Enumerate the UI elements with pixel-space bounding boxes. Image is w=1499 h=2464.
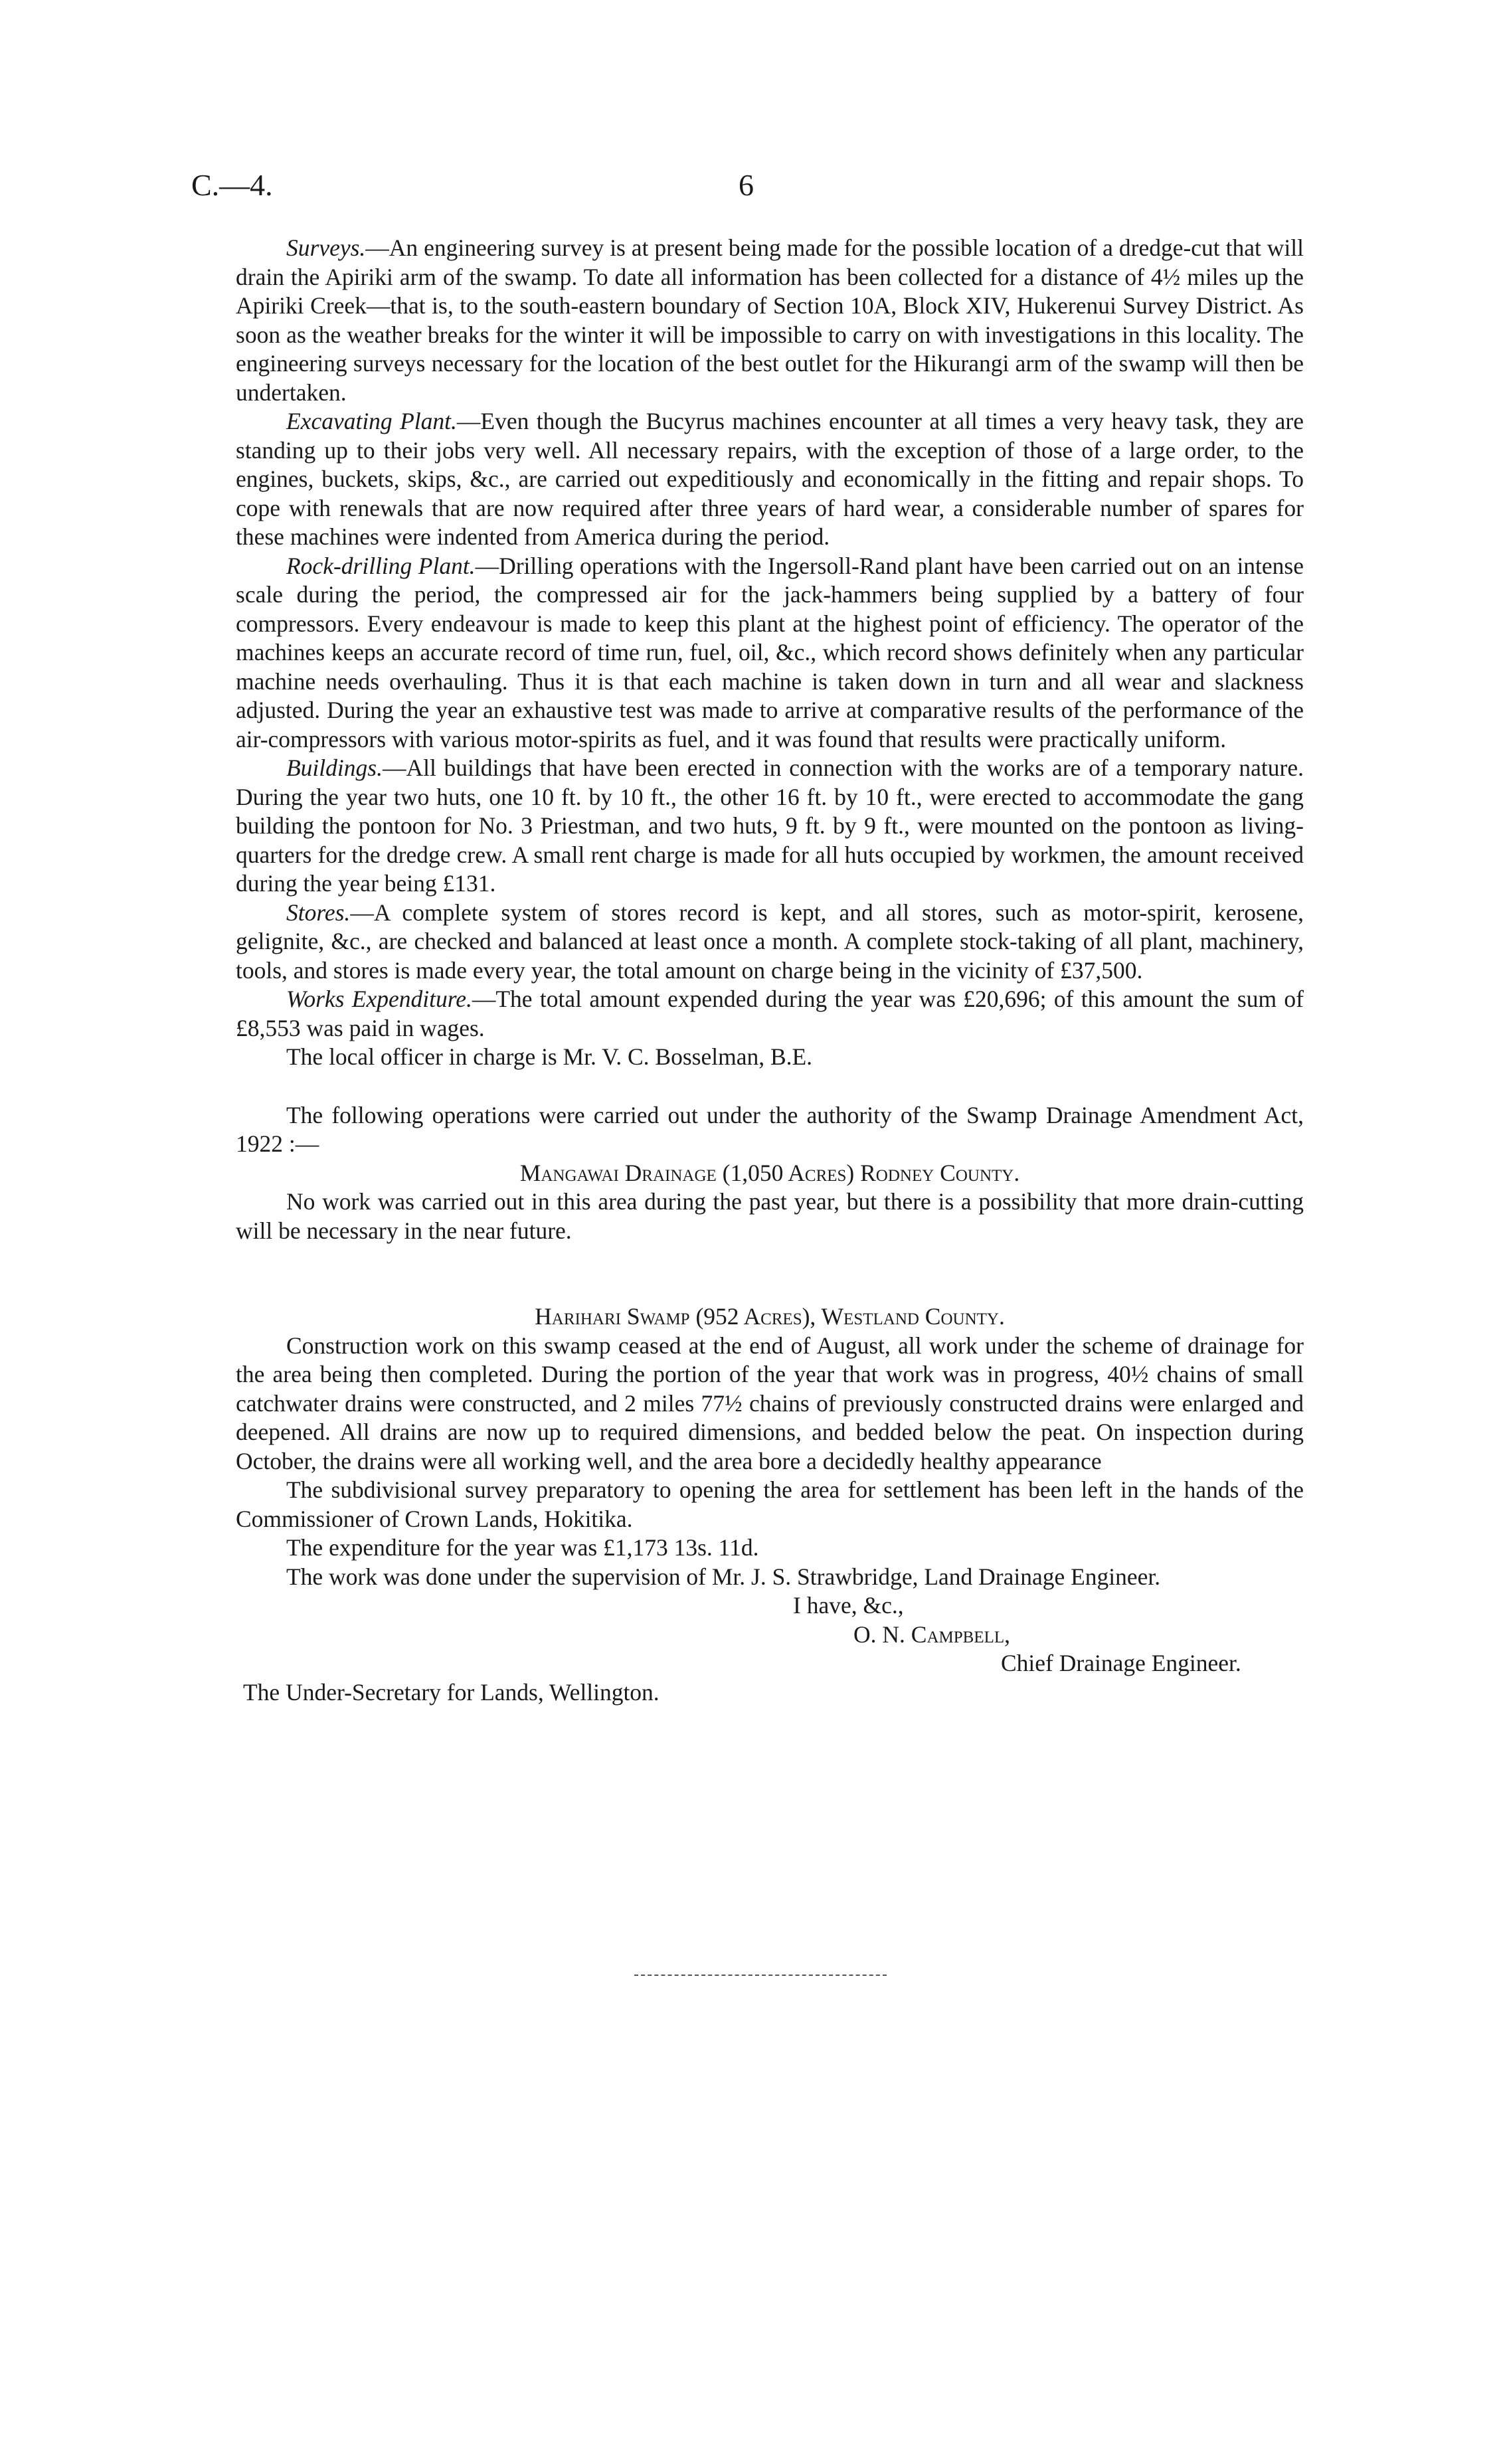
signature-title: Chief Drainage Engineer. bbox=[1001, 1650, 1241, 1676]
paragraph-text: —A complete system of stores record is kept, and all stores, such as motor-spirit, kerosene, gelignite, &c., are checked and balanced at least once a month. A complete stock-taking of all plant, machinery, tools, and stores is made every year, the total amount on charge being in the vicinity of £37,500. bbox=[236, 899, 1304, 984]
section-text-harihari: The subdivisional survey preparatory to opening the area for settlement has been left in the hands of the Commissioner of Crown Lands, Hokitika. bbox=[236, 1476, 1304, 1532]
document-reference: C.—4. bbox=[191, 168, 273, 202]
paragraph-works-expenditure bbox=[236, 985, 1304, 1043]
signature-closing: I have, &c., bbox=[793, 1592, 904, 1619]
paragraph-text: —Drilling operations with the Ingersoll-Rand plant have been carried out on an intense scale during the period, the compressed air for the jack-hammers being supplied by a battery of four compressors. Every endeavour is made to keep this plant at the highest point of efficiency. The operator of the machines keeps an accurate record of time run, fuel, oil, &c., which record shows definitely when any particular machine needs overhauling. Thus it is that each machine is taken down in turn and all wear and slackness adjusted. During the year an exhaustive test was made to arrive at comparative results of the performance of the air-compressors with various motor-spirits as fuel, and it was found that results were practically uniform. bbox=[236, 552, 1304, 752]
paragraph-excavating-plant bbox=[236, 407, 1304, 552]
paragraph-lead: Stores. bbox=[286, 899, 351, 926]
section-text-harihari: The work was done under the supervision of Mr. J. S. Strawbridge, Land Drainage Engineer. bbox=[286, 1563, 1161, 1590]
section-text-mangawai: No work was carried out in this area during the past year, but there is a possibility that more drain-cutting will be necessary in the near future. bbox=[236, 1188, 1304, 1244]
paragraph-text: —All buildings that have been erected in connection with the works are of a temporary nature. During the year two huts, one 10 ft. by 10 ft., the other 16 ft. by 10 ft., were erected to accommodate the gang building the pontoon for No. 3 Priestman, and two huts, 9 ft. by 9 ft., were mounted on the pontoon as living-quarters for the dredge crew. A small rent charge is made for all huts occupied by workmen, the amount received during the year being £131. bbox=[236, 754, 1304, 897]
paragraph-lead: Surveys. bbox=[286, 234, 366, 261]
intro-paragraph: The following operations were carried out under the authority of the Swamp Drainage Amendment Act, 1922 :— bbox=[236, 1101, 1304, 1157]
paragraph-text: The local officer in charge is Mr. V. C. Bosselman, B.E. bbox=[286, 1043, 813, 1070]
paragraph-buildings bbox=[236, 754, 1304, 899]
section-heading-mangawai: Mangawai Drainage (1,050 Acres) Rodney County. bbox=[519, 1159, 1020, 1186]
closing-rule bbox=[634, 1975, 887, 1976]
section-heading-harihari: Harihari Swamp (952 Acres), Westland County. bbox=[535, 1303, 1005, 1330]
section-text-harihari: The expenditure for the year was £1,173 13s. 11d. bbox=[286, 1534, 759, 1561]
paragraph-text: —Even though the Bucyrus machines encounter at all times a very heavy task, they are standing up to their jobs very well. All necessary repairs, with the exception of those of a large order, to the engines, buckets, skips, &c., are carried out expeditiously and economically in the fitting and repair shops. To cope with renewals that are now required after three years of hard wear, a considerable number of spares for these machines were indented from America during the period. bbox=[236, 408, 1304, 550]
signature-name: O. N. Campbell, bbox=[853, 1621, 1011, 1648]
paragraph-lead: Excavating Plant. bbox=[286, 408, 457, 434]
paragraph-lead: Works Expenditure. bbox=[286, 986, 472, 1012]
page-number: 6 bbox=[739, 168, 754, 202]
paragraph-rock-drilling-plant bbox=[236, 552, 1304, 754]
section-text-harihari: Construction work on this swamp ceased at the end of August, all work under the scheme of drainage for the area being then completed. During the portion of the year that work was in progress, 40½ chains of small catchwater drains were constructed, and 2 miles 77½ chains of previously constructed drains were enlarged and deepened. All drains are now up to required dimensions, and bedded below the peat. On inspection during October, the drains were all working well, and the area bore a decidedly healthy appearance bbox=[236, 1332, 1304, 1474]
paragraph-lead: Rock-drilling Plant. bbox=[286, 552, 476, 579]
paragraph-text: —The total amount expended during the year was £20,696; of this amount the sum of £8,553 was paid in wages. bbox=[236, 986, 1304, 1041]
paragraph-stores bbox=[236, 899, 1304, 986]
paragraph-text: —An engineering survey is at present being made for the possible location of a dredge-cut that will drain the Apiriki arm of the swamp. To date all information has been collected for a distance of 4½ miles up the Apiriki Creek—that is, to the south-eastern boundary of Section 10A, Block XIV, Hukerenui Survey District. As soon as the weather breaks for the winter it will be impossible to carry on with investigations in this locality. The engineering surveys necessary for the location of the best outlet for the Hikurangi arm of the swamp will then be undertaken. bbox=[236, 234, 1304, 406]
paragraph-surveys bbox=[236, 234, 1304, 407]
paragraph-lead: Buildings. bbox=[286, 754, 383, 781]
document-body bbox=[236, 234, 1304, 1707]
paragraph-local-officer bbox=[236, 1043, 1304, 1072]
addressee: The Under-Secretary for Lands, Wellington. bbox=[243, 1678, 660, 1706]
